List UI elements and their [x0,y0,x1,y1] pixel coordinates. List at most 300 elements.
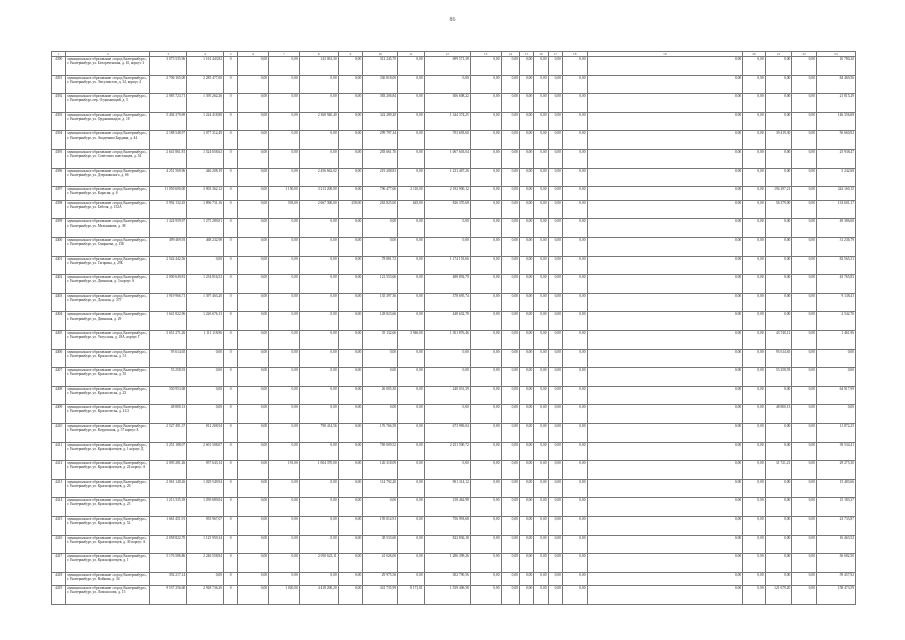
value-cell: 56 379,90 [765,200,792,219]
value-cell: 0,00 [398,479,425,498]
value-cell: 283 661,76 [363,150,398,169]
value-cell: 0,00 [548,572,562,586]
value-cell: 0 [224,405,238,424]
value-cell: 0,00 [534,94,548,113]
value-cell: 0,00 [238,293,269,312]
table-row [52,442,856,461]
value-cell: 0,00 [534,405,548,424]
value-cell: 0,00 [534,57,548,76]
value-cell: 0,00 [548,293,562,312]
value-cell: 0,00 [398,442,425,461]
value-cell: 263 825,00 [363,200,398,219]
value-cell: 0,00 [587,461,743,480]
row-number-cell: 4413 [52,479,66,498]
value-cell: 0,00 [470,131,501,150]
value-cell: 0,00 [534,554,548,573]
value-cell: 0,00 [299,75,338,94]
value-cell: 0 [224,586,238,605]
value-cell: 0,00 [562,75,587,94]
value-cell: 0,00 [269,94,300,113]
row-number-cell: 4415 [52,516,66,535]
value-cell: 0,00 [765,423,792,442]
value-cell: 0,00 [519,535,533,554]
value-cell: 0,00 [743,586,766,605]
value-cell: 114 792,20 [363,479,398,498]
value-cell: 0,00 [534,368,548,387]
value-cell: 0,00 [299,498,338,517]
value-cell: 1 067 603,04 [424,150,470,169]
value-cell: 0,00 [363,349,398,368]
value-cell: 0,00 [519,75,533,94]
value-cell: 195 014,91 [363,516,398,535]
value-cell: 0,00 [792,312,817,331]
value-cell: 0,00 [792,423,817,442]
table-row [52,75,856,94]
value-cell: 0,00 [269,405,300,424]
value-cell: 0,00 [424,349,470,368]
value-cell: 0,00 [338,112,363,131]
column-number-19: 19 [587,52,743,57]
value-cell: 0,00 [187,368,224,387]
value-cell: 0,00 [238,219,269,238]
table-row [52,200,856,219]
row-number-cell: 4406 [52,349,66,368]
value-cell: 0,00 [765,219,792,238]
value-cell: 0,00 [338,187,363,201]
address-cell: муниципальное образование «город Екатеринбург», г. Екатеринбург, пер. Отдыхающий, д. 5 [66,94,150,113]
value-cell: 0 [224,479,238,498]
value-cell: 0,00 [398,312,425,331]
value-cell: 0,00 [519,386,533,405]
register-table-container [51,51,856,605]
table-row [52,112,856,131]
value-cell: 0,00 [338,442,363,461]
value-cell: 0,00 [534,572,548,586]
value-cell: 0,00 [299,516,338,535]
value-cell: 176 766,59 [363,423,398,442]
value-cell: 488 892,79 [424,275,470,294]
value-cell: 0 [224,200,238,219]
value-cell: 0,00 [743,423,766,442]
value-cell: 0,00 [470,219,501,238]
value-cell: 0 [224,349,238,368]
value-cell: 0 [224,275,238,294]
value-cell: 0,00 [338,498,363,517]
value-cell: 0,00 [587,112,743,131]
value-cell: 0,00 [519,168,533,187]
value-cell: 0,00 [470,572,501,586]
value-cell: 0,00 [743,386,766,405]
value-cell: 0,00 [424,405,470,424]
value-cell: 2 000 649,81 [150,275,187,294]
value-cell: 0,00 [398,423,425,442]
value-cell: 0,00 [519,131,533,150]
value-cell: 1 174 153,66 [424,256,470,275]
value-cell: 21 815,29 [816,94,855,113]
value-cell: 0,00 [470,293,501,312]
value-cell: 0,00 [587,238,743,257]
table-row [52,131,856,150]
value-cell: 0,00 [501,572,519,586]
value-cell: 0,00 [743,442,766,461]
value-cell: 0 [224,150,238,169]
value-cell: 0,00 [519,572,533,586]
value-cell: 84 469,56 [816,75,855,94]
value-cell: 39 419,30 [765,131,792,150]
row-number-cell: 4412 [52,461,66,480]
value-cell: 0,00 [338,94,363,113]
column-number-5: 5 [224,52,238,57]
table-row [52,423,856,442]
value-cell: 1 020,00 [269,586,300,605]
value-cell: 0,00 [398,405,425,424]
value-cell: 0,00 [501,75,519,94]
row-number-cell: 4409 [52,405,66,424]
value-cell: 0,00 [299,386,338,405]
address-cell: муниципальное образование «город Екатеринбург», г. Екатеринбург, ул. Краснофлотцев, д. 26 [66,479,150,498]
value-cell: 0,00 [338,256,363,275]
value-cell: 0,00 [548,461,562,480]
value-cell: 0,00 [238,275,269,294]
value-cell: 0,00 [792,131,817,150]
table-row [52,312,856,331]
value-cell: 0,00 [816,368,855,387]
address-cell: муниципальное образование «город Екатеринбург», г. Екатеринбург, ул. Ломоносова, д. 15 [66,586,150,605]
value-cell: 0,00 [519,479,533,498]
value-cell: 0 [224,131,238,150]
value-cell: 336 818,00 [363,75,398,94]
value-cell: 0,00 [562,405,587,424]
value-cell: 0,00 [269,168,300,187]
value-cell: 2 050 623,11 [299,554,338,573]
value-cell: 0,00 [534,200,548,219]
value-cell: 0,00 [501,187,519,201]
value-cell: 2 456 662,02 [299,168,338,187]
value-cell: 322 289,20 [363,112,398,131]
value-cell: 901 314,12 [424,479,470,498]
value-cell: 0,00 [299,368,338,387]
value-cell: 0,00 [562,479,587,498]
value-cell: 0,00 [501,442,519,461]
value-cell: 1 004 370,00 [299,461,338,480]
value-cell: 2 368 940,40 [299,112,338,131]
address-cell: муниципальное образование «город Екатеринбург», г. Екатеринбург, ул. Войкова, д. 34 [66,572,150,586]
value-cell: 812 208,94 [187,423,224,442]
table-row [52,498,856,517]
value-cell: 0,00 [187,256,224,275]
value-cell: 0,00 [363,498,398,517]
value-cell: 0,00 [299,94,338,113]
value-cell: 26 005,30 [363,386,398,405]
value-cell: 0,00 [269,498,300,517]
value-cell: 3 251 188,07 [150,442,187,461]
value-cell: 0,00 [816,349,855,368]
value-cell: 0,00 [519,238,533,257]
value-cell: 0 [224,219,238,238]
value-cell: 0,00 [338,57,363,76]
value-cell: 0,00 [338,312,363,331]
value-cell: 1 461,96 [816,331,855,350]
value-cell: 0,00 [548,150,562,169]
row-number-cell: 4398 [52,200,66,219]
value-cell: 0,00 [792,219,817,238]
column-number-2: 2 [66,52,150,57]
value-cell: 48 800,13 [765,405,792,424]
value-cell: 0 [224,368,238,387]
value-cell: 0,00 [398,57,425,76]
value-cell: 0,00 [562,112,587,131]
value-cell: 0,00 [743,112,766,131]
value-cell: 2 192 900,12 [424,187,470,201]
row-number-cell: 4391 [52,75,66,94]
value-cell: 0,00 [534,131,548,150]
row-number-cell: 4405 [52,331,66,350]
value-cell: 0,00 [534,238,548,257]
value-cell: 2 601 508,07 [187,442,224,461]
value-cell: 0,00 [338,554,363,573]
value-cell: 0,00 [792,75,817,94]
value-cell: 0,00 [299,219,338,238]
value-cell: 0,00 [398,219,425,238]
value-cell: 0,00 [519,498,533,517]
row-number-cell: 4404 [52,312,66,331]
value-cell: 0,00 [269,131,300,150]
value-cell: 5 176 586,86 [150,554,187,573]
row-number-cell: 4395 [52,150,66,169]
table-row [52,479,856,498]
value-cell: 0,00 [792,554,817,573]
value-cell: 0,00 [299,150,338,169]
value-cell: 0 [224,535,238,554]
table-row [52,516,856,535]
value-cell: 0,00 [470,516,501,535]
value-cell: 0,00 [587,312,743,331]
address-cell: муниципальное образование «город Екатеринбург», г. Екатеринбург, ул. Коуровская, д. 37 корпус Б [66,423,150,442]
value-cell: 0,00 [398,516,425,535]
value-cell: 0,00 [269,368,300,387]
value-cell: 0,00 [548,498,562,517]
value-cell: 0,00 [519,187,533,201]
row-number-cell: 4411 [52,442,66,461]
value-cell: 0,00 [587,275,743,294]
value-cell: 0,00 [534,219,548,238]
value-cell: 2 110,00 [398,187,425,201]
value-cell: 128 823,66 [363,312,398,331]
value-cell: 0,00 [562,94,587,113]
value-cell: 0,00 [587,349,743,368]
value-cell: 0,00 [562,57,587,76]
value-cell: 0,00 [519,461,533,480]
value-cell: 0,00 [562,312,587,331]
value-cell: 0,00 [238,516,269,535]
value-cell: 0,00 [534,349,548,368]
value-cell: 0,00 [398,75,425,94]
address-cell: муниципальное образование «город Екатеринбург», г. Екатеринбург, ул. Краснофлотцев, д. 1 корпус Д [66,442,150,461]
value-cell: 0,00 [501,461,519,480]
value-cell: 312 245,70 [363,57,398,76]
value-cell: 2 246 558,84 [187,554,224,573]
value-cell: 0 [224,386,238,405]
value-cell: 2 527 491,37 [150,423,187,442]
value-cell: 0,00 [519,368,533,387]
value-cell: 2 188 548,97 [150,131,187,150]
value-cell: 0,00 [470,461,501,480]
value-cell: 0,00 [269,423,300,442]
address-cell: муниципальное образование «город Екатеринбург», г. Екатеринбург, ул. Мельникова, д. 38 [66,219,150,238]
value-cell: 1 161 443,82 [187,57,224,76]
table-row [52,554,856,573]
value-cell: 0 [224,423,238,442]
value-cell: 503,00 [269,200,300,219]
value-cell: 0,00 [534,516,548,535]
value-cell: 0,00 [562,150,587,169]
value-cell: 0,00 [398,131,425,150]
address-cell: муниципальное образование «город Екатеринбург», г. Екатеринбург, ул. Смирнова, д. 15Б [66,238,150,257]
value-cell: 0,00 [470,479,501,498]
address-cell: муниципальное образование «город Екатеринбург», г. Екатеринбург, ул. Академика Бардина, д. 44 [66,131,150,150]
value-cell: 2 706 165,00 [150,75,187,94]
value-cell: 0,00 [470,498,501,517]
value-cell: 0,00 [398,572,425,586]
value-cell: 0,00 [548,75,562,94]
value-cell: 0,00 [587,479,743,498]
address-cell: муниципальное образование «город Екатеринбург», г. Екатеринбург, ул. Орджоникидзе, д. 18 [66,112,150,131]
table-row [52,150,856,169]
value-cell: 826 370,68 [424,200,470,219]
value-cell: 0 [224,498,238,517]
value-cell: 0,00 [548,131,562,150]
value-cell: 0 [224,57,238,76]
value-cell: 0,00 [363,405,398,424]
value-cell: 53 258,93 [765,368,792,387]
value-cell: 2 928 736,20 [187,586,224,605]
value-cell: 0,00 [519,57,533,76]
address-cell: муниципальное образование «город Екатеринбург», г. Екатеринбург, ул. Гагарина, д. 29Б [66,256,150,275]
value-cell: 0,00 [743,200,766,219]
value-cell: 0,00 [534,498,548,517]
value-cell: 756 993,68 [424,516,470,535]
value-cell: 0,00 [587,94,743,113]
value-cell: 0,00 [792,586,817,605]
table-row [52,219,856,238]
value-cell: 0,00 [548,386,562,405]
value-cell: 448 632,78 [424,312,470,331]
value-cell: 0,00 [743,187,766,201]
value-cell: 0,00 [501,586,519,605]
value-cell: 0,00 [792,572,817,586]
value-cell: 1 641 822,96 [150,312,187,331]
value-cell: 0,00 [548,57,562,76]
value-cell: 0,00 [238,405,269,424]
value-cell: 0,00 [765,293,792,312]
value-cell: 0,00 [299,349,338,368]
value-cell: 0,00 [534,479,548,498]
value-cell: 0,00 [519,200,533,219]
address-cell: муниципальное образование «город Екатеринбург», г. Екатеринбург, ул. Краснофлотцев, д. 52 [66,516,150,535]
value-cell: 0,00 [587,516,743,535]
value-cell: 0,00 [501,386,519,405]
value-cell: 0,00 [548,200,562,219]
value-cell: 0,00 [398,256,425,275]
value-cell: 0,00 [587,554,743,573]
value-cell: 0,00 [562,131,587,150]
value-cell: 0,00 [269,349,300,368]
value-cell: 0,00 [548,535,562,554]
value-cell: 1 226 676,13 [187,312,224,331]
value-cell: 0,00 [587,187,743,201]
value-cell: 0,00 [470,331,501,350]
value-cell: 0,00 [587,75,743,94]
address-cell: муниципальное образование «город Екатеринбург», г. Екатеринбург, ул. Карасик, д. 6 [66,187,150,201]
value-cell: 0,00 [398,112,425,131]
value-cell: 56 682,50 [816,554,855,573]
row-number-cell: 4407 [52,368,66,387]
value-cell: 0,00 [519,554,533,573]
value-cell: 0,00 [562,442,587,461]
value-cell: 0,00 [765,168,792,187]
value-cell: 0,00 [363,219,398,238]
address-cell: муниципальное образование «город Екатеринбург», г. Екатеринбург, ул. Краснолесья, д. 35 [66,368,150,387]
value-cell: 0,00 [743,516,766,535]
value-cell: 378 695,74 [424,293,470,312]
value-cell: 0,00 [470,238,501,257]
value-cell: 0,00 [501,112,519,131]
value-cell: 330 953,68 [150,386,187,405]
value-cell: 0,00 [501,498,519,517]
table-row [52,94,856,113]
value-cell: 0,00 [562,386,587,405]
value-cell: 0,00 [792,386,817,405]
value-cell: 0,00 [338,168,363,187]
value-cell: 0,00 [398,168,425,187]
column-number-23: 23 [816,52,855,57]
value-cell: 0,00 [743,535,766,554]
value-cell: 2 058 822,70 [150,535,187,554]
value-cell: 0,00 [765,94,792,113]
value-cell: 0,00 [587,368,743,387]
row-number-cell: 4397 [52,187,66,201]
table-row [52,238,856,257]
value-cell: 0,00 [269,293,300,312]
value-cell: 0,00 [743,57,766,76]
value-cell: 0,00 [501,423,519,442]
value-cell: 0,00 [338,572,363,586]
value-cell: 0 [224,461,238,480]
value-cell: 0,00 [534,256,548,275]
value-cell: 4 251 569,96 [150,168,187,187]
value-cell: 0,00 [338,331,363,350]
value-cell: 194 297,21 [765,187,792,201]
value-cell: 4 418 200,20 [299,586,338,605]
value-cell: 0,00 [299,405,338,424]
value-cell: 2 085 723,71 [150,94,187,113]
value-cell: 0,00 [238,75,269,94]
value-cell: 0,00 [238,312,269,331]
value-cell: 11 050 600,00 [150,187,187,201]
value-cell: 158 473,59 [816,586,855,605]
value-cell: 59 457,92 [816,572,855,586]
value-cell: 25 938,47 [816,150,855,169]
value-cell: 0,00 [792,535,817,554]
value-cell: 0,00 [338,586,363,605]
value-cell: 0,00 [470,57,501,76]
value-cell: 0,00 [269,331,300,350]
value-cell: 0,00 [562,554,587,573]
value-cell: 0,00 [548,586,562,605]
value-cell: 0,00 [398,498,425,517]
value-cell: 35 132,66 [363,331,398,350]
column-number-4: 4 [187,52,224,57]
